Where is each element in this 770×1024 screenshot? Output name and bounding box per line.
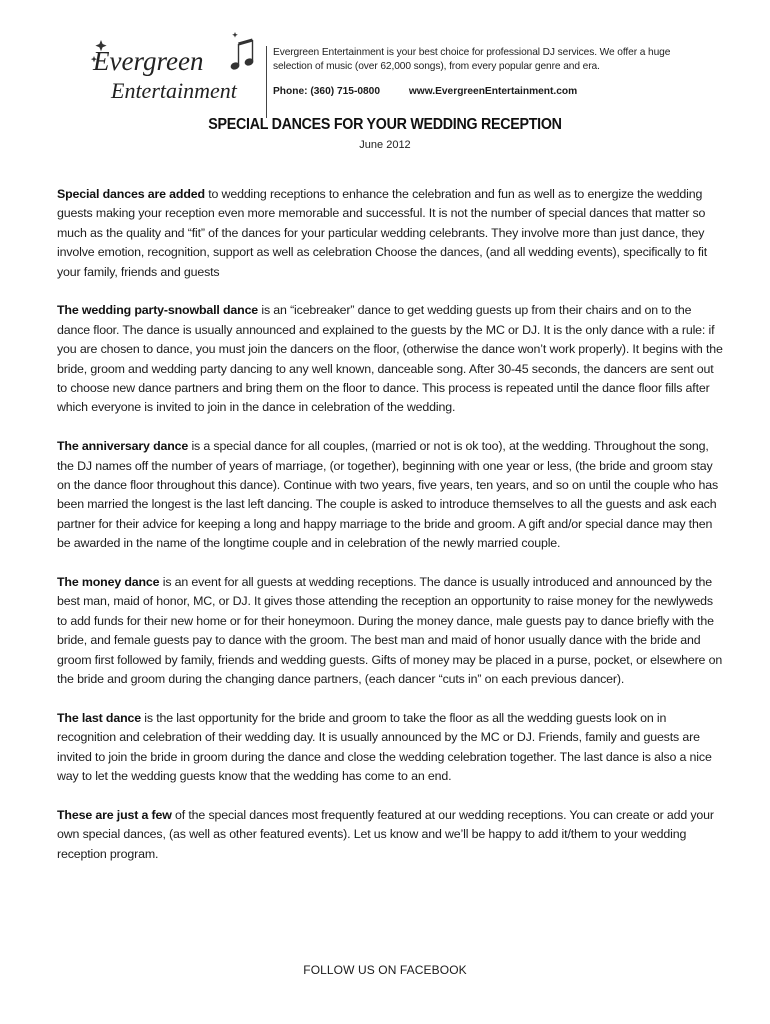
paragraph-snowball-dance [57,301,725,417]
paragraph-lead: The money dance [57,575,160,590]
website-link[interactable]: www.EvergreenEntertainment.com [408,86,578,97]
paragraph-text: is a special dance for all couples, (married or not is ok too), at the wedding. Throughout the song, the DJ names off the number of years of marriage, (or together), beginning with one year or less, (the bride and groom stay on the dance floor throughout this dance). Continue with two years, five years, ten years, and so on until the couple who has been married the longest is the last left dancing. The couple is asked to introduce themselves to all the guests and ask each partner for their advice for keeping a long and happy marriage to the bride and groom. A gift and/or special dance may then be awarded in the name of the longtime couple and in celebration of the newly married couple. [57,439,719,551]
paragraph-text: is the last opportunity for the bride and groom to take the floor as all the wedding guests look on in recognition and celebration of their wedding day. It is usually announced by the MC or DJ. Friends, family and guests are invited to join the bride in groom during the dance and close the wedding celebration together. The last dance is also a nice way to let the wedding guests know that the wedding has come to an end. [57,710,712,784]
contact-line [273,86,693,97]
phone-number: Phone: (360) 715-0800 [273,86,381,97]
paragraph-last-dance [57,709,725,787]
paragraph-anniversary-dance [57,437,725,553]
paragraph-text: is an event for all guests at wedding receptions. The dance is usually introduced and announced by the best man, maid of honor, MC, or DJ. It gives those attending the reception an opportunity to raise money for the newlyweds to add funds for their new home or for their honeymoon. During the money dance, male guests pay to dance briefly with the bride, and female guests pay to dance with the groom. The best man and maid of honor usually dance with the bride and groom first followed by family, friends and wedding guests. Gifts of money may be placed in a purse, pocket, or elsewhere on the bride and groom during the changing dance partners, (each dancer “cuts in” on each previous dancer). [57,575,723,687]
paragraph-lead: The last dance [57,710,141,725]
facebook-footer: FOLLOW US ON FACEBOOK [303,963,467,977]
evergreen-entertainment-logo [85,26,265,106]
paragraph-text: of the special dances most frequently featured at our wedding receptions. You can create or add your own special dances, (as well as other featured events). Let us know and we’ll be happy to add it/them to your wedding reception program. [57,807,714,861]
paragraph-text: is an “icebreaker” dance to get wedding guests up from their chairs and on to the dance floor. The dance is usually announced and explained to the guests by the MC or DJ. It is the only dance with a rule: if you are chosen to dance, you must join the dancers on the floor, (otherwise the dance won’t work properly). It begins with the bride, groom and wedding party dancing to any well known, danceable song. After 30-45 seconds, the dancers are sent out to choose new dance partners and bring them on the floor to dance. This process is repeated until the dance floor fills after which everyone is invited to join in the dance in celebration of the wedding. [57,303,723,415]
paragraph-lead: The anniversary dance [57,439,189,454]
paragraph-lead: The wedding party-snowball dance [57,303,259,318]
svg-text:Evergreen: Evergreen [93,46,204,76]
paragraph-lead: These are just a few [57,807,172,822]
document-title: SPECIAL DANCES FOR YOUR WEDDING RECEPTION [208,116,562,133]
letterhead [85,26,705,106]
document-body [57,185,725,884]
paragraph-lead: Special dances are added [57,187,205,201]
paragraph-money-dance [57,573,725,689]
document-date: June 2012 [359,139,411,151]
header-divider [266,46,267,118]
svg-text:Entertainment: Entertainment [111,78,237,103]
company-tagline: Evergreen Entertainment is your best choice for professional DJ services. We offer a huge selection of music (over 62,000 songs), from every popular genre and era. [273,47,671,72]
paragraph-closing [57,806,725,864]
paragraph-special-dances [57,185,725,282]
paragraph-text: to wedding receptions to enhance the celebration and fun as well as to energize the wedding guests making your reception even more memorable and successful. It is not the number of special dances that matter so much as the quality and “fit” of the dances for your particular wedding celebrants. They involve more than just dance, they involve emotion, recognition, support as well as celebration Choose the dances, (and all wedding events), specifically to fit your family, friends and guests [57,187,708,279]
